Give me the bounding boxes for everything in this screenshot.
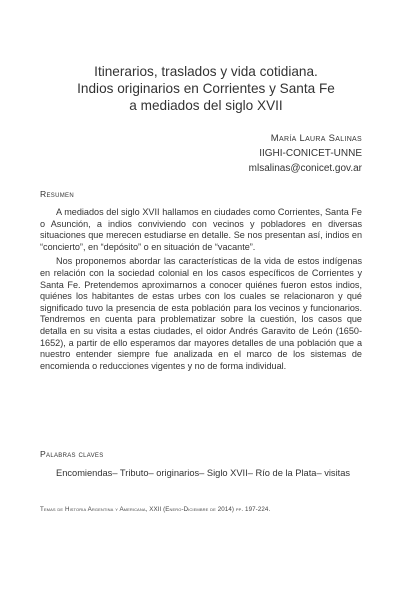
- title-line-1: Itinerarios, traslados y vida cotidiana.: [94, 64, 318, 79]
- author-affiliation: IIGHI-CONICET-UNNE: [259, 148, 362, 159]
- author-email: mlsalinas@conicet.gov.ar: [248, 163, 362, 174]
- title-line-2: Indios originarios en Corrientes y Santa Fe: [77, 81, 335, 96]
- keywords-heading: Palabras claves: [40, 449, 104, 459]
- journal-citation: Temas de Historia Argentina y Americana, XXII (Enero-Diciembre de 2014) pp. 197-224.: [40, 506, 271, 513]
- author-name: María Laura Salinas: [270, 133, 362, 144]
- abstract-paragraph-2: Nos proponemos abordar las características de la vida de estos indígenas en relación con la sociedad colonial en los casos específicos de Corrientes y Santa Fe. Pretendemos aproximarnos a conocer quiénes fueron estos indios, quiénes los habitantes de estas urbes con los cuales se relacionaron y qué significado tuvo la presencia de esta población para los vecinos y funcionarios. Tendremos en cuenta para problematizar sobre la cuestión, los casos que detalla en su visita a estas ciudades, el oidor Andrés Garavito de León (1650-1652), a partir de ello esperamos dar mayores detalles de una población que a nuestro entender siempre fue analizada en el marco de los sistemas de encomienda o reducciones vigentes y no de forma individual.: [40, 256, 362, 371]
- abstract-paragraph-1: A mediados del siglo XVII hallamos en ciudades como Corrientes, Santa Fe o Asunción, a indios conviviendo con vecinos y pobladores en diversas situaciones que merecen estudiarse en detalle. Se nos presentan así, indios en “concierto”, en “depósito” o en situación de “vacante”.: [40, 207, 362, 252]
- author-block: [249, 131, 362, 176]
- article-title: [40, 63, 372, 114]
- title-line-3: a mediados del siglo XVII: [129, 98, 283, 113]
- abstract-body: [40, 207, 362, 372]
- abstract-heading: Resumen: [40, 189, 74, 199]
- keywords-list: Encomiendas– Tributo– originarios– Siglo XVII– Río de la Plata– visitas: [56, 468, 351, 478]
